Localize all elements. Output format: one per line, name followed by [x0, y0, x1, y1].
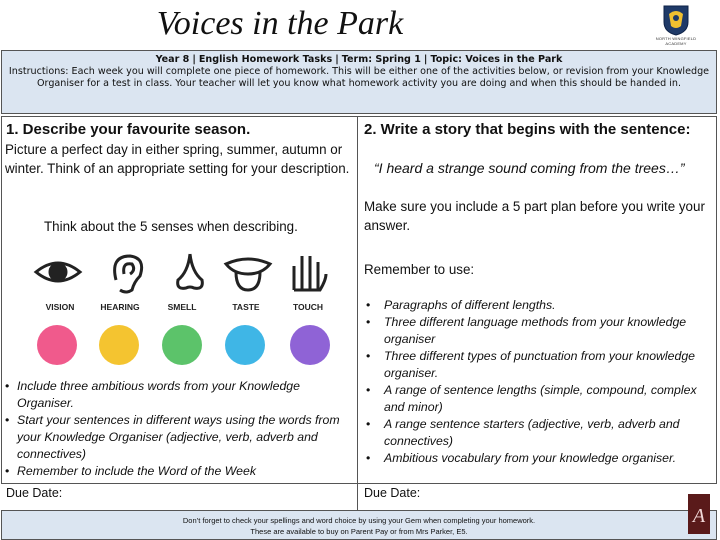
task1-heading: 1. Describe your favourite season. — [6, 121, 251, 138]
list-item: • Paragraphs of different lengths. — [364, 297, 716, 314]
hand-icon — [290, 325, 330, 365]
task2-bullets — [364, 297, 716, 467]
task1-bullets — [5, 378, 355, 480]
gem-logo — [688, 494, 710, 534]
tongue-icon — [226, 259, 270, 290]
task1-tip: Think about the 5 senses when describing. — [44, 219, 298, 234]
task2-due-date: Due Date: — [364, 486, 421, 500]
svg-text:A: A — [692, 505, 706, 527]
sense-label-taste: TASTE — [232, 302, 260, 312]
list-item: • Include three ambitious words from your Knowledge Organiser. — [5, 378, 355, 412]
column-divider — [357, 116, 358, 510]
school-name: NORTH WINGFIELD — [655, 36, 697, 41]
sense-label-touch: TOUCH — [292, 302, 324, 312]
task2-plan: Make sure you include a 5 part plan before you write your answer. — [364, 199, 705, 233]
sense-label-vision: VISION — [45, 302, 75, 312]
ear-icon — [99, 325, 139, 365]
list-item: • Three different types of punctuation from your knowledge organiser. — [364, 348, 716, 382]
footer — [1, 510, 717, 540]
subject: English Homework Tasks — [198, 54, 333, 65]
sense-label-smell: SMELL — [167, 302, 197, 312]
task1-body: Picture a perfect day in either spring, summer, autumn or winter. Think of an appropriate setting for your description. — [5, 142, 350, 176]
list-item: • A range sentence starters (adjective, verb, adverb and connectives) — [364, 416, 716, 450]
footer-line-1: Don’t forget to check your spellings and word choice by using your Gem when completing your homework. — [182, 516, 536, 525]
eye-icon — [36, 263, 80, 281]
topic: Topic: Voices in the Park — [430, 54, 563, 65]
list-item: • Remember to include the Word of the Week — [5, 463, 355, 480]
nose-icon — [178, 254, 203, 288]
tongue-icon — [225, 325, 265, 365]
list-item: • A range of sentence lengths (simple, compound, complex and minor) — [364, 382, 716, 416]
term: Term: Spring 1 — [341, 54, 421, 65]
school-logo — [648, 4, 704, 48]
nose-icon — [162, 325, 202, 365]
footer-line-2: These are available to buy on Parent Pay or from Mrs Parker, E5. — [250, 527, 468, 536]
homework-meta: Year 8 | English Homework Tasks | Term: Spring 1 | Topic: Voices in the Park — [155, 54, 563, 65]
task2-quote: “I heard a strange sound coming from the trees…” — [374, 160, 685, 176]
list-item: • Ambitious vocabulary from your knowledge organiser. — [364, 450, 716, 467]
year: Year 8 — [155, 54, 190, 65]
task1-due-date: Due Date: — [6, 486, 63, 500]
info-box — [1, 50, 717, 114]
gem-icon — [688, 494, 710, 534]
sense-label-hearing: HEARING — [100, 302, 140, 312]
ear-icon — [115, 256, 142, 292]
page-title: Voices in the Park — [156, 5, 404, 42]
hand-icon — [294, 256, 326, 290]
crest-icon — [662, 4, 690, 36]
eye-icon — [37, 325, 77, 365]
list-item: • Three different language methods from your knowledge organiser — [364, 314, 716, 348]
senses-line-icons — [32, 250, 332, 294]
task2-heading: 2. Write a story that begins with the sentence: — [364, 121, 691, 138]
task2-remember: Remember to use: — [364, 262, 475, 277]
school-sub: ACADEMY — [665, 41, 687, 46]
list-item: • Start your sentences in different ways using the words from your Knowledge Organiser (adjective, verb, adverb and connectives) — [5, 412, 355, 463]
instructions: Instructions: Each week you will complete one piece of homework. This will be either one of the activities below, or revision from your Knowledge Organiser for a test in class. Your teacher will let you know what homework activity you are doing and when this should be handed in. — [8, 66, 710, 89]
